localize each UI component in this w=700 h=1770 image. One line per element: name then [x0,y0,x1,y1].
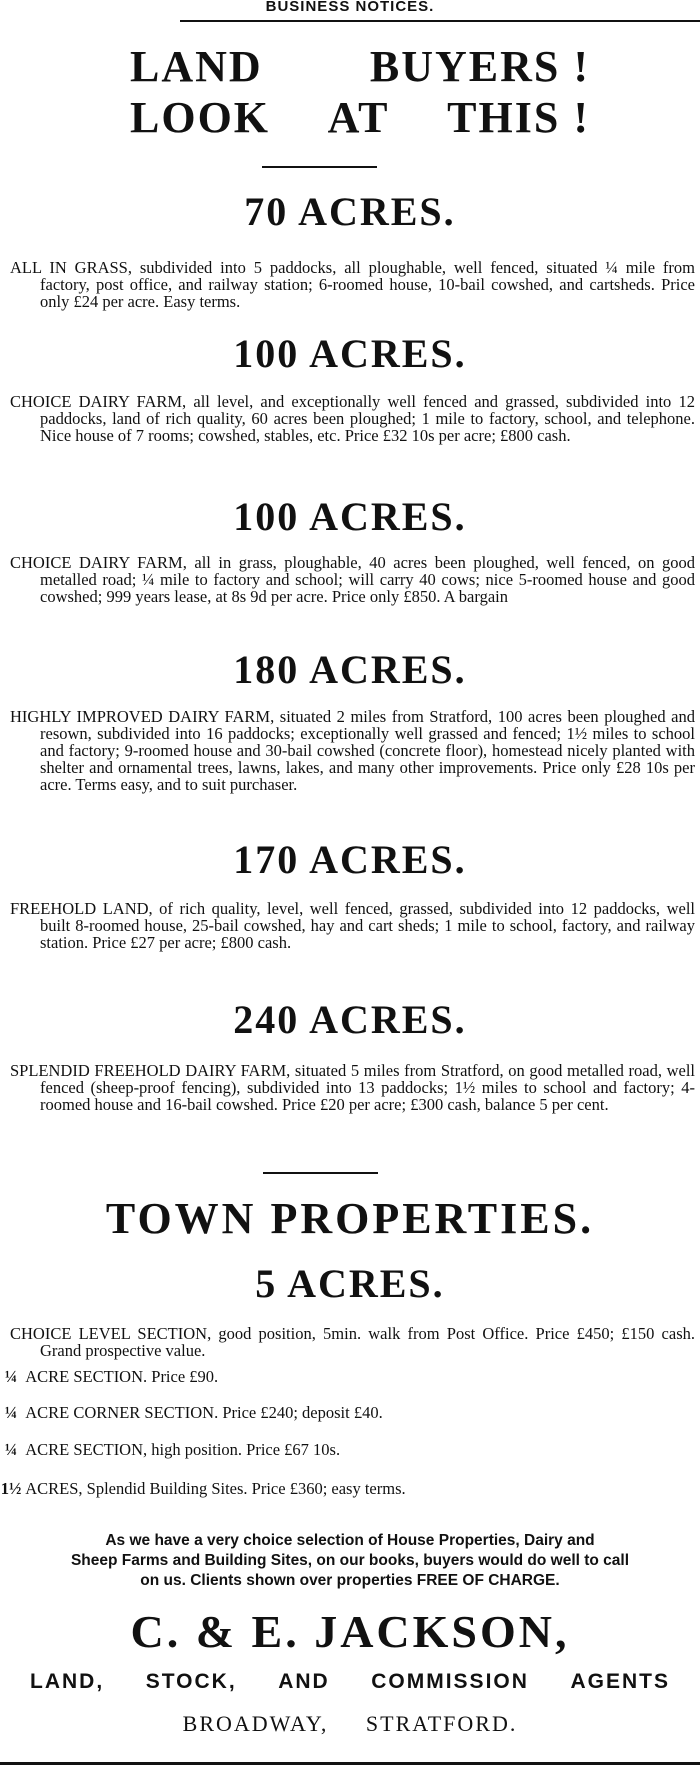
listing-acres: 100 ACRES. [233,331,467,376]
notice-line: on us. Clients shown over properties FREE OF CHARGE. [140,1572,560,1589]
town-acres: 5 ACRES. [255,1261,445,1306]
town-item [0,1441,700,1459]
divider-rule [262,166,377,168]
listing-description: CHOICE DAIRY FARM, all in grass, ploughable, 40 acres been ploughed, well fenced, on good metalled road; ¼ mile to factory and school; will carry 40 cows; nice 5-roomed house and good cowshed; 999 years lease, at 8s 9d per acre. Price only £850. A bargain [10,553,695,606]
town-item [0,1480,700,1498]
section-header: BUSINESS NOTICES. [265,0,435,15]
agents-word: AND [278,1670,330,1693]
town-item-text: ACRE SECTION, high position. Price £67 10s. [25,1440,341,1459]
town-item-text: ACRES, Splendid Building Sites. Price £360; easy terms. [25,1479,406,1498]
town-description: CHOICE LEVEL SECTION, good position, 5min. walk from Post Office. Price £450; £150 cash. Grand prospective value. [10,1324,695,1360]
listing-acres: 240 ACRES. [233,997,467,1042]
listing-description: HIGHLY IMPROVED DAIRY FARM, situated 2 miles from Stratford, 100 acres been ploughed and resown, subdivided into 16 paddocks; exceptionally well grassed and fenced; 1½ miles to school and factory; 9-roomed house and 30-bail cowshed (concrete floor), homestead nicely planted with shelter and ornamental trees, lawns, lakes, and many other improvements. Price only £28 10s per acre. Terms easy, and to suit purchaser. [10,707,695,794]
town-item [0,1404,700,1422]
headline-word: THIS ! [447,93,590,142]
agents-word: LAND, [30,1670,105,1693]
firm-address: BROADWAY, STRATFORD. [182,1711,518,1736]
agents-word: STOCK, [145,1670,237,1693]
fraction: 1½ [0,1479,22,1498]
town-item-text: ACRE SECTION. Price £90. [25,1367,219,1386]
headline-word: BUYERS ! [369,42,590,91]
notice-line: As we have a very choice selection of House Properties, Dairy and [105,1532,595,1549]
notice-line: Sheep Farms and Building Sites, on our books, buyers would do well to call [70,1552,630,1569]
listing-acres: 180 ACRES. [233,647,467,692]
listing-description: FREEHOLD LAND, of rich quality, level, well fenced, grassed, subdivided into 12 paddocks, well built 8-roomed house, 25-bail cowshed, hay and cart sheds; 1 mile to school, factory, and railway station. Price £27 per acre; £800 cash. [10,899,695,952]
fraction: ¼ [4,1440,18,1459]
headline-line-2 [130,93,590,143]
listing-description: SPLENDID FREEHOLD DAIRY FARM, situated 5 miles from Stratford, on good metalled road, well fenced (sheep-proof fencing), subdivided into 13 paddocks; 1½ miles to school and factory; 4-roomed house and 16-bail cowshed. Price £20 per acre; £300 cash, balance 5 per cent. [10,1061,695,1114]
listing-description: ALL IN GRASS, subdivided into 5 paddocks, all ploughable, well fenced, situated ¼ mile from factory, post office, and railway station; 6-roomed house, 10-bail cowshed, and cartsheds. Price only £24 per acre. Easy terms. [10,258,695,311]
listing-acres: 100 ACRES. [233,494,467,539]
headline-word: LOOK [130,93,271,142]
header-rule [180,20,700,22]
headline-line-1 [130,42,590,92]
headline-word: LAND [130,42,263,91]
town-item [0,1368,700,1386]
town-item-text: ACRE CORNER SECTION. Price £240; deposit £40. [25,1403,383,1422]
fraction: ¼ [4,1367,18,1386]
listing-acres: 70 ACRES. [244,189,456,234]
firm-name: C. & E. JACKSON, [130,1606,570,1657]
firm-agents [30,1670,670,1694]
bottom-rule [0,1762,700,1765]
town-properties-heading: TOWN PROPERTIES. [105,1194,595,1243]
fraction: ¼ [4,1403,18,1422]
listing-description: CHOICE DAIRY FARM, all level, and exceptionally well fenced and grassed, subdivided into 12 paddocks, land of rich quality, 60 acres been ploughed; 1 mile to factory, school, and telephone. Nice house of 7 rooms; cowshed, stables, etc. Price £32 10s per acre; £800 cash. [10,392,695,445]
listing-acres: 170 ACRES. [233,837,467,882]
agents-word: AGENTS [570,1670,670,1693]
headline-word: AT [327,93,390,142]
agents-word: COMMISSION [371,1670,529,1693]
divider-rule [263,1172,378,1174]
